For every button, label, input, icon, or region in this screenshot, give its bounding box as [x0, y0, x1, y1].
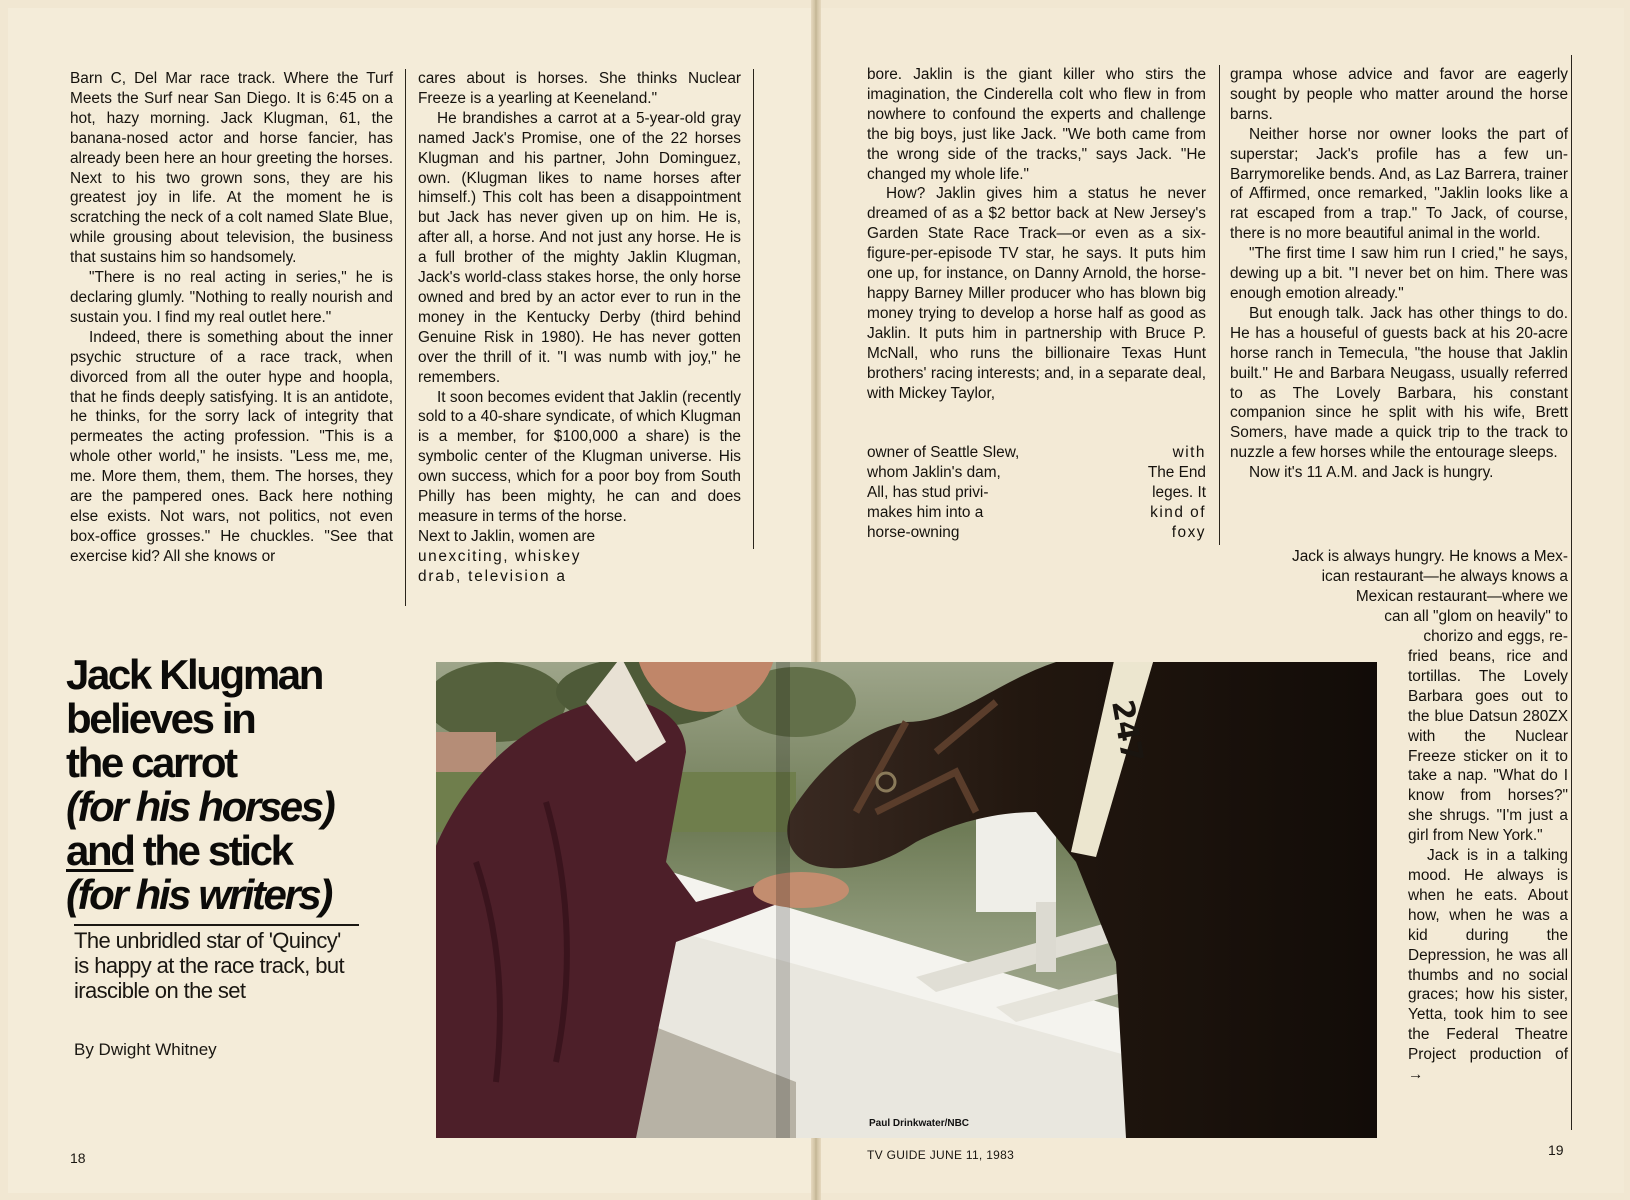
headline-line: believes in [66, 695, 255, 742]
text-line: with [1172, 444, 1206, 461]
text-line: ican restaurant—he always knows a [1321, 567, 1568, 585]
paragraph: "There is no real acting in series," he is declaring glumly. "Nothing to really nourish and sustain you. I find my real outlet here." [70, 269, 393, 326]
text-line: whom Jaklin's dam, [867, 463, 1001, 481]
headline-underlined-word: and [66, 827, 134, 874]
text-line: Jack is always hungry. He knows a Mex- [1292, 548, 1568, 565]
text-line: kind of [1150, 503, 1206, 521]
text-line: Mexican restaurant—where we [1355, 587, 1568, 605]
text-line: owner of Seattle Slew, [867, 444, 1020, 461]
paragraph: Barn C, Del Mar race track. Where the Turf Meets the Surf near San Diego. It is 6:45 on a hot, hazy morning. Jack Klugman, 61, the banana-nosed actor and horse fancier, has already been here an hour greeting the horses. Next to his two grown sons, they are his greatest joy in life. At the moment he is scratching the neck of a colt named Slate Blue, while grousing about television, the business that sustains him so handsomely. [70, 70, 393, 267]
paragraph: Now it's 11 A.M. and Jack is hungry. [1249, 464, 1494, 482]
text-line: chorizo and eggs, re- [1423, 627, 1568, 645]
paragraph: It soon becomes evident that Jaklin (recently sold to a 40-share syndicate, of which Klugman is a member, for $100,000 a share) is the symbolic center of the Klugman universe. His own success, which for a poor boy from South Philly has been mighty, he can and does measure in terms of the horse. [418, 388, 741, 525]
article-column-3 [867, 65, 1206, 403]
text-line: foxy [1171, 523, 1206, 541]
page-number-left: 18 [70, 1150, 86, 1166]
paragraph: cares about is horses. She thinks Nuclear Freeze is a yearling at Keeneland." [418, 70, 741, 107]
paragraph: Indeed, there is something about the inner psychic structure of a race track, when divorced from all the outer hype and hoopla, that he finds deeply satisfying. It is an antidote, he thinks, for the sorry lack of integrity that permeates the acting profession. "This is a whole other world," he insists. "Less me, me, me. More them, them, them. The horses, they are the pampered ones. Back here nothing else exists. Not wars, not politics, not even box-office grosses." He chuckles. "See that exercise kid? All she knows or [70, 328, 393, 565]
article-column-4-stepped [1230, 547, 1568, 647]
paragraph: But enough talk. Jack has other things to do. He has a houseful of guests back at his 20-acre horse ranch in Temecula, "the house that Jaklin built." He and Barbara Neugass, usually referred to as The Lovely Barbara, his constant companion since he split with his wife, Brett Somers, have made a quick trip to the track to nuzzle a few horses while the entourage sleeps. [1230, 304, 1568, 462]
issue-footer: TV GUIDE JUNE 11, 1983 [867, 1148, 1015, 1162]
saddle-number: 247 [1104, 697, 1150, 766]
headline-line: the carrot [66, 739, 236, 786]
text-line: Next to Jaklin, women are [418, 527, 596, 545]
photo-klugman-and-horse [436, 662, 1377, 1138]
article-column-1 [70, 69, 393, 567]
article-column-3-right-wrap [1110, 443, 1206, 543]
article-column-4-narrow [1408, 647, 1568, 1085]
article-column-2 [418, 69, 741, 587]
paragraph: He brandishes a carrot at a 5-year-old gray named Jack's Promise, one of the 22 horses Klugman and his partner, John Dominguez, own. (Klugman likes to name horses after himself.) This colt has been a disappointment but Jack has never given up on him. He is, after all, a horse. And not just any horse. He is a full brother of the mighty Jaklin Klugman, Jack's world-class stakes horse, the only horse owned and bred by an actor ever to run in the money in the Kentucky Derby (third behind Genuine Risk in 1980). He has never gotten over the thrill of it. "I was numb with joy," he remembers. [418, 109, 741, 386]
paragraph: "The first time I saw him run I cried," he says, dewing up a bit. "I never bet on him. There was enough emotion already." [1230, 245, 1568, 302]
column-rule [753, 69, 754, 549]
text-line: drab, television a [418, 567, 567, 585]
headline [66, 653, 396, 917]
deck-subtitle: The unbridled star of 'Quincy' is happy at the race track, but irascible on the set [74, 928, 344, 1003]
text-line: All, has stud privi- [867, 483, 989, 501]
text-line: leges. It [1152, 483, 1206, 501]
article-column-4 [1230, 65, 1568, 483]
photo-credit: Paul Drinkwater/NBC [869, 1118, 970, 1129]
text-line: The End [1147, 463, 1206, 481]
headline-line [66, 829, 396, 873]
page-number-right: 19 [1548, 1142, 1564, 1158]
text-line: makes him into a [867, 503, 984, 521]
article-column-3-left-wrap [867, 443, 1057, 543]
headline-line: (for his horses) [66, 783, 334, 830]
column-rule [405, 69, 406, 606]
paragraph: grampa whose advice and favor are eagerly sought by people who matter around the horse barns. [1230, 66, 1568, 123]
column-rule [1219, 65, 1220, 545]
paragraph: Jack is in a talking mood. He always is when he eats. About how, when he was a kid during the Depression, he was all thumbs and no social graces; how his sister, Yetta, took him to see the Federal Theatre Project production of → [1408, 847, 1568, 1084]
headline-text: the stick [133, 827, 292, 874]
paragraph: fried beans, rice and tortillas. The Lovely Barbara goes out to the blue Datsun 280ZX with the Nuclear Freeze sticker on it to take a nap. "What do I know from horses?" she shrugs. "I'm just a girl from New York." [1408, 648, 1568, 845]
text-line: horse-owning [867, 523, 960, 541]
paragraph: How? Jaklin gives him a status he never dreamed of as a $2 bettor back at New Jersey's Garden State Race Track—or even as a six-figure-per-episode TV star, he says. It puts him one up, for instance, on Danny Arnold, the horse-happy Barney Miller producer who has blown big money trying to develop a horse half as good as Jaklin. It puts him in partnership with Bruce P. McNall, who runs the billionaire Texas Hunt brothers' racing interests; and, in a separate deal, with Mickey Taylor, [867, 185, 1206, 402]
paragraph: Neither horse nor owner looks the part of superstar; Jack's profile has a few un-Barrymorelike bends. And, as Laz Barrera, trainer of Affirmed, once remarked, "Jaklin looks like a rat escaped from a trap." To Jack, of course, there is no more beautiful animal in the world. [1230, 125, 1568, 243]
deck-rule [74, 924, 359, 926]
text-line: can all "glom on heavily" to [1384, 607, 1568, 625]
text-line: unexciting, whiskey [418, 547, 581, 565]
article-photo [436, 662, 1377, 1138]
column-rule [1571, 55, 1572, 1130]
paragraph: bore. Jaklin is the giant killer who stirs the imagination, the Cinderella colt who flew in from nowhere to confound the experts and challenge the big boys, just like Jack. "We both came from the wrong side of the tracks," says Jack. "He changed my whole life." [867, 66, 1206, 183]
headline-line: Jack Klugman [66, 651, 322, 698]
byline: By Dwight Whitney [74, 1040, 217, 1059]
headline-line: (for his writers) [66, 871, 331, 918]
